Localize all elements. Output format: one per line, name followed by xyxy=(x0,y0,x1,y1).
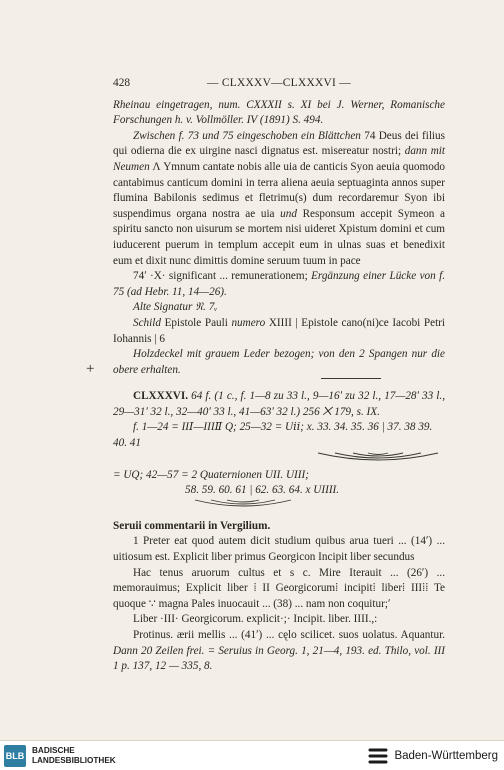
commentary-paragraph-4: Protinus. ærii mellis ... (41ʹ) ... cęlo scilicet. suos uolatus. Aquantur. Dann 20 Zeilen frei. = Seruius in Georg. 1, 21—4, 193. ed. Thilo, vol. III 1 p. 137, 12 — 335, 8. xyxy=(113,629,445,673)
commentary-paragraph-3: Liber ·III· Georgicorum. explicit·;· Incipit. liber. IIII.,: xyxy=(133,613,378,626)
running-title: — CLXXXV—CLXXXVI — xyxy=(207,77,351,89)
blb-name-line-2: LANDESBIBLIOTHEK xyxy=(32,755,116,765)
quire-formula-line-3: 58. 59. 60. 61 | 62. 63. 64. x UIIII. xyxy=(185,484,340,497)
entry-number: CLXXXVI. xyxy=(133,390,189,403)
blb-name-line-1: BADISCHE xyxy=(32,746,75,756)
paragraph-label: Schild Epistole Pauli numero XIIII | Epistole cano(ni)ce Iacobi Petri Iohannis | 6 xyxy=(113,316,446,345)
commentary-paragraph-1: 1 Preter eat quod autem dicit studium quibus arua tueri ... (14ʹ) ... uitiosum est. Explicit liber primus Georgicon Incipit liber secundus xyxy=(113,535,445,564)
entry-header xyxy=(113,389,445,420)
section-divider xyxy=(321,378,381,379)
paragraph-old-signature: Alte Signatur 𝔑. 7ᵥ xyxy=(133,301,218,314)
blb-logo-icon: BLB xyxy=(4,745,26,767)
bw-label: Baden-Württemberg xyxy=(394,749,498,762)
bw-brand[interactable] xyxy=(368,747,498,765)
paragraph-provenance: Rheinau eingetragen, num. CXXXII s. XI bei J. Werner, Romanische Forschungen h. v. Vollmöller. IV (1891) S. 494. xyxy=(113,98,445,127)
bw-lions-icon xyxy=(368,747,388,765)
entry-collation: 64 f. (1 c., f. 1—8 zu 33 l., 9—16ʹ zu 32 l., 17—28ʹ 33 l., 29—31ʹ 32 l., 32—40ʹ 33 l., 41—63ʹ 32 l.) 256 ⨉ 179, s. IX. xyxy=(113,390,446,418)
quire-formula-line-1: f. 1—24 = IIⅠ—IIIⅡ Q; 25—32 = Uⅱ; x. 33. 34. 35. 36 | 37. 38 39. 40. 41 xyxy=(113,421,433,450)
footer-bar xyxy=(0,740,504,770)
commentary-heading: Seruii commentarii in Vergilium. xyxy=(113,519,271,532)
blb-brand[interactable] xyxy=(4,745,116,767)
running-header xyxy=(113,76,445,92)
paragraph-binding: Holzdeckel mit grauem Leder bezogen; von den 2 Spangen nur die obere erhalten. xyxy=(113,348,445,376)
margin-plus-mark: + xyxy=(86,361,95,377)
paragraph-inserted-leaf: Zwischen f. 73 und 75 eingeschoben ein Blättchen 74 Deus dei filius qui odierna die ex uirgine nasci dignatus est. misereatur nostri; dann mit Neumen Λ Ymnum cantate nobis alle uia de canticis Syon aeuia quomodo cantabimus canticum domini in terra aliena aeuia septuaginta annos super flumina Babilonis sedimus et fletrimu(s) dum recordaremur Syon ibi suspendimus organa nostra ae uia und Responsum accepit Symeon a spiritu sancto non uisurum se mortem nisi uideret Xpistum domini et cum iuducerent puerum in templum accepit eum in ulnas suas et benedixit eum et dixit nunc dimittis domine seruum tuum in pace xyxy=(113,129,446,267)
paragraph-supplement: 74ʹ ·X· significant ... remunerationem; Ergänzung einer Lücke von f. 75 (ad Hebr. 11, 14—26). xyxy=(113,270,445,298)
text-block xyxy=(113,76,445,675)
page-number: 428 xyxy=(113,77,131,89)
quire-brackets-1 xyxy=(113,452,445,468)
quire-brackets-2 xyxy=(113,499,445,513)
commentary-paragraph-2: Hac tenus aruorum cultus et s c. Mire Iterauit ... (26ʹ) ... memorauimus; Explicit liber ⁞ II Georgicorum⁞ incipit⁞ liber⁞ III⁞⁞ Te quoque ∵ magna Pales inuocauit ... (38) ... nam non coquitur;ʹ xyxy=(113,566,445,610)
quire-formula-line-2: = UQ; 42—57 = 2 Quaternionen UII. UIII; xyxy=(113,468,309,481)
